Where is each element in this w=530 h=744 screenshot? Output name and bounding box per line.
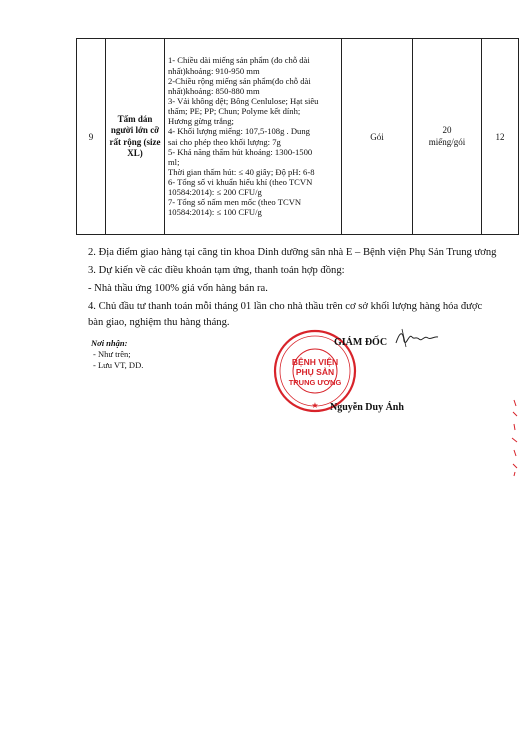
spec-line: 1- Chiều dài miếng sản phẩm (đo chỗ dài (168, 55, 310, 66)
spec-line: nhất)khoảng: 910-950 mm (168, 65, 260, 76)
table-row (77, 39, 519, 235)
spec-line: 10584:2014): ≤ 100 CFU/g (168, 207, 262, 218)
recipients-block (91, 338, 143, 371)
spec-line: ml; (168, 156, 180, 167)
stamp-line-3: TRUNG ƯƠNG (288, 378, 342, 387)
signer-title: GIÁM ĐỐC (334, 337, 388, 348)
signer-name: Nguyễn Duy Ánh (330, 402, 404, 413)
spec-line: 3- Vải không dệt; Bông Cenlulose; Hạt siêu (168, 95, 319, 106)
stamp-line-2: PHỤ SẢN (295, 367, 335, 377)
spec-line: Thời gian thấm hút: ≤ 40 giây; Độ pH: 6-8 (168, 166, 315, 177)
recipient-item: - Lưu VT, DD. (93, 360, 144, 370)
spec-line: 6- Tổng số vi khuẩn hiếu khí (theo TCVN (168, 177, 313, 188)
spec-line: 7- Tổng số nấm men mốc (theo TCVN (168, 197, 302, 208)
spec-line: 2-Chiều rộng miếng sản phẩm(đo chỗ dài (168, 75, 311, 86)
paragraph-payment: 4. Chủ đầu tư thanh toán mỗi tháng 01 lần cho nhà thầu trên cơ sở khối lượng hàng hóa được bàn giao, nghiệm thu hàng tháng. (88, 301, 483, 328)
row-number: 9 (77, 39, 106, 235)
recipient-item: - Như trên; (93, 349, 131, 359)
spec-line: nhất)khoảng: 850-880 mm (168, 85, 260, 96)
packaging-count: 20 (442, 125, 452, 136)
stamp-star-icon: ★ (311, 401, 319, 410)
spec-line: 5- Khả năng thấm hút khoảng: 1300-1500 (168, 146, 313, 157)
paragraph-delivery: 2. Địa điểm giao hàng tại căng tin khoa Dinh dưỡng sân nhà E – Bệnh viện Phụ Sản Trung ương (88, 247, 497, 258)
recipients-title: Nơi nhận: (91, 338, 128, 348)
paragraph-advance-terms: 3. Dự kiến về các điều khoản tạm ứng, thanh toán hợp đồng: (88, 265, 345, 276)
quantity: 12 (482, 39, 519, 235)
spec-line: sai cho phép theo khối lượng: 7g (168, 136, 281, 147)
stamp-line-1: BỆNH VIỆN (291, 357, 339, 367)
spec-line: 10584:2014): ≤ 200 CFU/g (168, 187, 262, 198)
handwritten-signature (394, 327, 440, 351)
items-table (76, 38, 519, 235)
spec-line: Hương gừng trắng; (168, 116, 234, 127)
packaging (413, 39, 482, 235)
margin-marks (508, 398, 522, 478)
paragraph-contractor-advance: - Nhà thầu ứng 100% giá vốn hàng bán ra. (88, 283, 268, 294)
spec-line: thấm; PE; PP; Chun; Polyme kết dính; (168, 106, 301, 117)
packaging-unit: miếng/gói (428, 136, 466, 147)
terms-section (88, 245, 498, 333)
item-name: Tấm dán người lớn cỡ rất rộng (size XL) (106, 39, 165, 235)
item-specification (165, 39, 342, 235)
spec-line: 4- Khối lượng miếng: 107,5-108g . Dung (168, 126, 310, 137)
unit: Gói (342, 39, 413, 235)
